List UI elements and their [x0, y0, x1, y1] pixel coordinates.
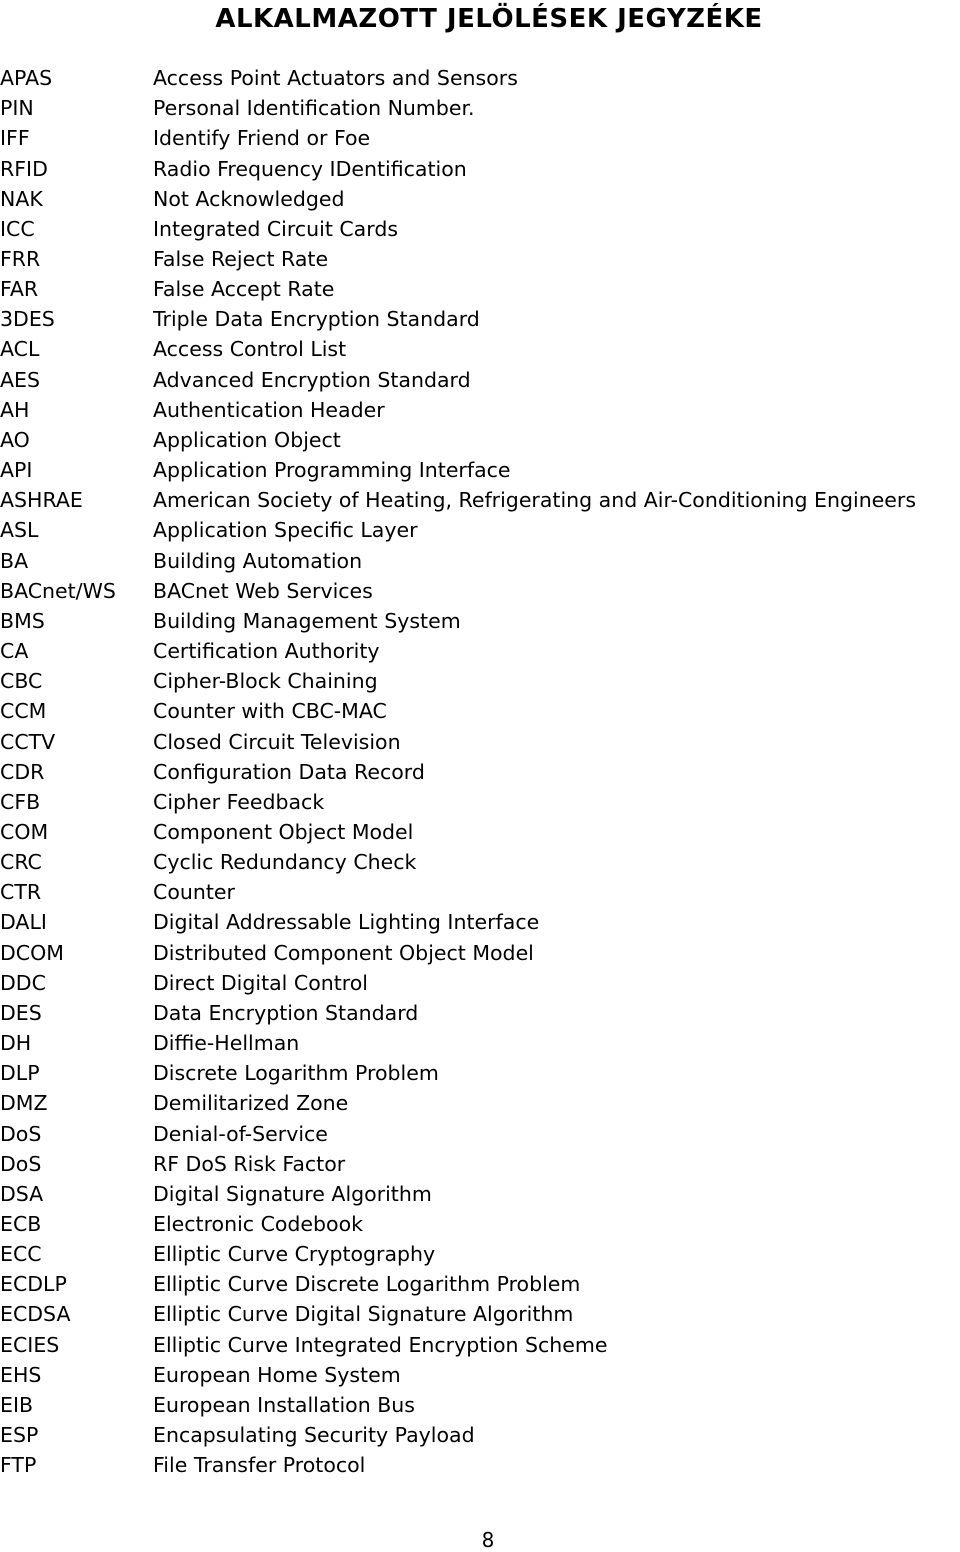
definition: Access Control List	[153, 337, 347, 362]
list-item	[0, 1360, 960, 1390]
definition: Electronic Codebook	[153, 1212, 364, 1237]
list-item	[0, 304, 960, 334]
definition: Advanced Encryption Standard	[153, 367, 471, 392]
abbreviation: COM	[0, 819, 49, 844]
definition: Cipher-Block Chaining	[153, 669, 378, 694]
list-item	[0, 636, 960, 666]
definition: Integrated Circuit Cards	[153, 216, 399, 241]
list-item	[0, 907, 960, 937]
list-item	[0, 606, 960, 636]
definition: Counter with CBC-MAC	[153, 699, 387, 724]
list-item	[0, 395, 960, 425]
list-item	[0, 787, 960, 817]
list-item	[0, 1179, 960, 1209]
page-title: ALKALMAZOTT JELÖLÉSEK JEGYZÉKE	[215, 4, 763, 34]
abbreviation: ESP	[0, 1423, 39, 1448]
definition: Discrete Logarithm Problem	[153, 1061, 439, 1086]
abbreviation: API	[0, 458, 33, 483]
list-item	[0, 334, 960, 364]
abbreviation: NAK	[0, 186, 43, 211]
definition: Encapsulating Security Payload	[153, 1423, 475, 1448]
abbreviation: AES	[0, 367, 40, 392]
list-item	[0, 1269, 960, 1299]
definition: Denial-of-Service	[153, 1121, 328, 1146]
list-item	[0, 123, 960, 153]
abbreviation: FRR	[0, 247, 41, 272]
abbreviation: CRC	[0, 850, 42, 875]
definition: Configuration Data Record	[153, 759, 425, 784]
list-item	[0, 1390, 960, 1420]
list-item	[0, 1118, 960, 1148]
definition: Closed Circuit Television	[153, 729, 401, 754]
page-number: 8	[481, 1528, 495, 1552]
abbreviation: 3DES	[0, 307, 55, 332]
abbreviation: CDR	[0, 759, 45, 784]
list-item	[0, 365, 960, 395]
definition: Distributed Component Object Model	[153, 940, 534, 965]
definition: Diffie-Hellman	[153, 1031, 300, 1056]
list-item	[0, 1420, 960, 1450]
definition: Triple Data Encryption Standard	[153, 307, 480, 332]
list-item	[0, 1209, 960, 1239]
list-item	[0, 546, 960, 576]
definition: Elliptic Curve Discrete Logarithm Problem	[153, 1272, 581, 1297]
abbreviation: ECB	[0, 1212, 42, 1237]
list-item	[0, 1088, 960, 1118]
definition: False Accept Rate	[153, 277, 335, 302]
definition: Demilitarized Zone	[153, 1091, 349, 1116]
definition: Building Management System	[153, 608, 461, 633]
list-item	[0, 1450, 960, 1480]
definition: File Transfer Protocol	[153, 1453, 366, 1478]
definition: Data Encryption Standard	[153, 1000, 419, 1025]
list-item	[0, 1028, 960, 1058]
abbreviation: IFF	[0, 126, 30, 151]
definition: Direct Digital Control	[153, 970, 368, 995]
list-item	[0, 847, 960, 877]
definition: Application Programming Interface	[153, 458, 511, 483]
definition: Elliptic Curve Integrated Encryption Scheme	[153, 1332, 608, 1357]
abbreviation: CCM	[0, 699, 47, 724]
list-item	[0, 877, 960, 907]
abbreviation: EIB	[0, 1392, 34, 1417]
abbreviation: DSA	[0, 1181, 44, 1206]
abbreviation: DLP	[0, 1061, 40, 1086]
abbreviation: DDC	[0, 970, 46, 995]
abbreviation: ASL	[0, 518, 39, 543]
abbreviation: DES	[0, 1000, 42, 1025]
definition: Access Point Actuators and Sensors	[153, 66, 518, 91]
definition: Counter	[153, 880, 235, 905]
abbreviation: DCOM	[0, 940, 64, 965]
abbreviation: CFB	[0, 789, 41, 814]
list-item	[0, 938, 960, 968]
list-item	[0, 817, 960, 847]
abbreviation: AO	[0, 427, 30, 452]
abbreviation: BMS	[0, 608, 45, 633]
abbreviation: CA	[0, 639, 29, 664]
list-item	[0, 274, 960, 304]
list-item	[0, 968, 960, 998]
list-item	[0, 425, 960, 455]
definition: RF DoS Risk Factor	[153, 1151, 346, 1176]
list-item	[0, 153, 960, 183]
list-item	[0, 576, 960, 606]
abbreviation: DMZ	[0, 1091, 48, 1116]
definition: BACnet Web Services	[153, 578, 373, 603]
definition: Digital Signature Algorithm	[153, 1181, 432, 1206]
definition: European Installation Bus	[153, 1392, 415, 1417]
abbreviation: CTR	[0, 880, 42, 905]
definition: Elliptic Curve Digital Signature Algorithm	[153, 1302, 574, 1327]
definition: Identify Friend or Foe	[153, 126, 371, 151]
definition: Cipher Feedback	[153, 789, 325, 814]
abbreviation: BA	[0, 548, 29, 573]
definition: Building Automation	[153, 548, 363, 573]
abbreviation: DALI	[0, 910, 47, 935]
definition: Authentication Header	[153, 397, 385, 422]
list-item	[0, 63, 960, 93]
list-item	[0, 184, 960, 214]
abbreviation: ECC	[0, 1242, 42, 1267]
definition: Application Specific Layer	[153, 518, 418, 543]
definition: Cyclic Redundancy Check	[153, 850, 417, 875]
list-item	[0, 244, 960, 274]
definition: Radio Frequency IDentification	[153, 156, 467, 181]
abbreviation: ICC	[0, 216, 35, 241]
list-item	[0, 515, 960, 545]
definition: False Reject Rate	[153, 247, 329, 272]
list-item	[0, 1239, 960, 1269]
abbreviation: CCTV	[0, 729, 56, 754]
definition: Digital Addressable Lighting Interface	[153, 910, 540, 935]
definition: American Society of Heating, Refrigerating and Air-Conditioning Engineers	[153, 488, 917, 513]
abbreviation: DoS	[0, 1151, 42, 1176]
list-item	[0, 666, 960, 696]
abbreviation: ACL	[0, 337, 40, 362]
abbreviation: PIN	[0, 96, 34, 121]
list-item	[0, 214, 960, 244]
list-item	[0, 696, 960, 726]
abbreviation: ECDSA	[0, 1302, 71, 1327]
abbreviation-list	[0, 63, 960, 1480]
list-item	[0, 1058, 960, 1088]
list-item	[0, 1149, 960, 1179]
abbreviation: RFID	[0, 156, 48, 181]
list-item	[0, 757, 960, 787]
abbreviation: ECIES	[0, 1332, 60, 1357]
abbreviation: ASHRAE	[0, 488, 83, 513]
list-item	[0, 1299, 960, 1329]
list-item	[0, 1330, 960, 1360]
definition: Not Acknowledged	[153, 186, 345, 211]
definition: European Home System	[153, 1362, 401, 1387]
definition: Certification Authority	[153, 639, 380, 664]
abbreviation: FAR	[0, 277, 39, 302]
abbreviation: FTP	[0, 1453, 37, 1478]
abbreviation: AH	[0, 397, 30, 422]
list-item	[0, 485, 960, 515]
list-item	[0, 998, 960, 1028]
abbreviation: EHS	[0, 1362, 42, 1387]
definition: Personal Identification Number.	[153, 96, 475, 121]
abbreviation: DH	[0, 1031, 32, 1056]
definition: Component Object Model	[153, 819, 414, 844]
list-item	[0, 455, 960, 485]
abbreviation: ECDLP	[0, 1272, 67, 1297]
definition: Application Object	[153, 427, 341, 452]
abbreviation: APAS	[0, 66, 53, 91]
abbreviation: BACnet/WS	[0, 578, 116, 603]
list-item	[0, 726, 960, 756]
list-item	[0, 93, 960, 123]
definition: Elliptic Curve Cryptography	[153, 1242, 436, 1267]
abbreviation: CBC	[0, 669, 43, 694]
abbreviation: DoS	[0, 1121, 42, 1146]
